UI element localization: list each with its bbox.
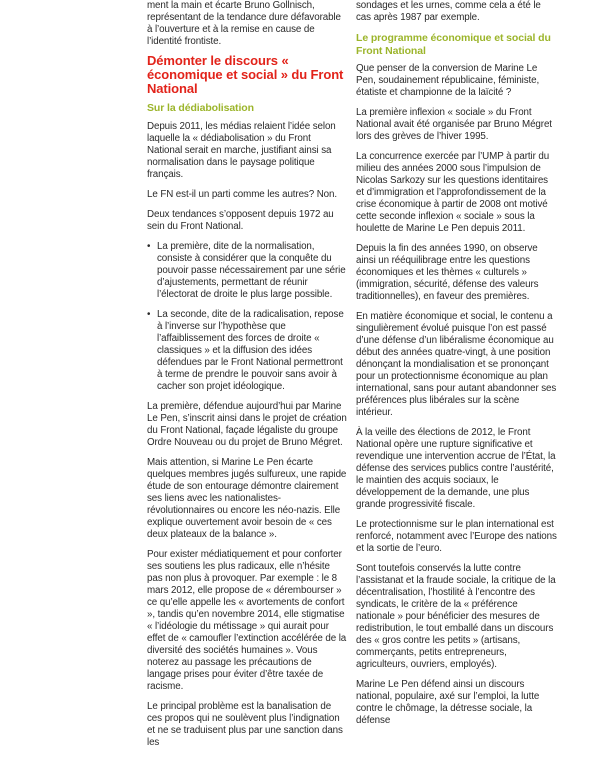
section-heading: Démonter le discours « économique et social » du Front National: [147, 53, 344, 96]
left-intro-paragraph: ment la main et écarte Bruno Gollnisch, représentant de la tendance dure défavorable à l’ouverture et à la remise en cause de l’identité frontiste.: [147, 0, 341, 47]
bullet-item: • La première, dite de la normalisation, consiste à considérer que la conquête du pouvoir passe nécessairement par une série d’ajustements, permettant de réunir l’électorat de droite le plus large possible.: [147, 241, 347, 301]
paragraph: La première, défendue aujourd’hui par Marine Le Pen, s’inscrit ainsi dans le projet de création du Front National, façade légaliste du groupe Ordre Nouveau ou du projet de Bruno Mégret.: [147, 400, 347, 448]
paragraph: Le principal problème est la banalisation de ces propos qui ne soulèvent plus l’indignation et ne se traduisent plus par une sanction dans les: [147, 700, 343, 748]
paragraph: Depuis 2011, les médias relaient l’idée selon laquelle la « dédiabolisation » du Front National serait en marche, justifiant ainsi sa normalisation dans le paysage politique français.: [147, 120, 336, 180]
paragraph: La première inflexion « sociale » du Front National avait été organisée par Bruno Mégret lors des grèves de l’hiver 1995.: [356, 107, 552, 142]
paragraph: Le protectionnisme sur le plan international est renforcé, notamment avec l’Europe des nations et la sortie de l’euro.: [356, 519, 557, 554]
subheading-programme: Le programme économique et social du Front National: [356, 32, 551, 57]
paragraph: Deux tendances s’opposent depuis 1972 au sein du Front National.: [147, 208, 334, 232]
subheading-dediabolisation: Sur la dédiabolisation: [147, 102, 254, 114]
left-column: [147, 0, 347, 757]
paragraph: Le FN est-il un parti comme les autres? Non.: [147, 188, 337, 200]
right-intro-paragraph: sondages et les urnes, comme cela a été le cas après 1987 par exemple.: [356, 0, 541, 23]
paragraph: À la veille des élections de 2012, le Front National opère une rupture significative et revendique une intervention accrue de l’État, la défense des services publics contre l’austérité, le maintien des acquis sociaux, le développement de la demande, une plus grande progressivité fiscale.: [356, 427, 556, 510]
paragraph: Marine Le Pen défend ainsi un discours national, populaire, axé sur l’emploi, la lutte contre le chômage, la détresse sociale, la défense: [356, 679, 540, 726]
paragraph: Depuis la fin des années 1990, on observe ainsi un rééquilibrage entre les questions économiques et les thèmes « culturels » (immigration, sécurité, défense des valeurs traditionnelles), en faveur des premières.: [356, 243, 539, 302]
right-column: [356, 0, 558, 735]
bullet-item: • La seconde, dite de la radicalisation, repose à l’inverse sur l’hypothèse que l’affaiblissement des forces de droite « classiques » et la diffusion des idées défendues par le Front National permettront à terme de prendre le pouvoir sans avoir à cacher son projet idéologique.: [147, 309, 347, 393]
paragraph: Sont toutefois conservés la lutte contre l’assistanat et la fraude sociale, la critique de la décentralisation, l’hostilité à l’encontre des syndicats, le critère de la « préférence nationale » pour bénéficier des mesures de redistribution, le tout emballé dans un discours des « gros contre les petits » (artisans, commerçants, petits entrepreneurs, agriculteurs, ouvriers, employés).: [356, 563, 556, 670]
paragraph: Que penser de la conversion de Marine Le Pen, soudainement républicaine, féministe, étatiste et championne de la laïcité ?: [356, 63, 540, 98]
paragraph: La concurrence exercée par l’UMP à partir du milieu des années 2000 sous l’impulsion de Nicolas Sarkozy sur les questions identitaires et d’immigration et l’approfondissement de la crise économique à partir de 2008 ont motivé cette seconde inflexion « sociale » sous la houlette de Marine Le Pen depuis 2011.: [356, 151, 550, 234]
paragraph: Pour exister médiatiquement et pour conforter ses soutiens les plus radicaux, elle n’hésite pas non plus à provoquer. Par exemple : le 8 mars 2012, elle propose de « dérembourser » ce qu’elle appelle les « avortements de confort », tandis qu’en novembre 2014, elle stigmatise « l’idéologie du métissage » qui aurait pour effet de « camoufler l’extinction accélérée de la diversité des sociétés humaines ». Vous noterez au passage les précautions de langage prises pour éviter d’être taxée de racisme.: [147, 548, 347, 692]
paragraph: En matière économique et social, le contenu a singulièrement évolué puisque l’on est passé d’une défense d’un libéralisme économique au début des années quatre-vingt, à une position dénonçant la mondialisation et se prononçant pour un protectionnisme économique au plan international, sans pour autant abandonner ses préférences plus libérales sur la scène intérieur.: [356, 311, 557, 418]
paragraph: Mais attention, si Marine Le Pen écarte quelques membres jugés sulfureux, une rapide étude de son entourage démontre clairement ses liens avec les nationalistes-révolutionnaires ou encore les néo-nazis. Elle explique ouvertement avoir besoin de « ces deux plateaux de la balance ».: [147, 456, 347, 540]
